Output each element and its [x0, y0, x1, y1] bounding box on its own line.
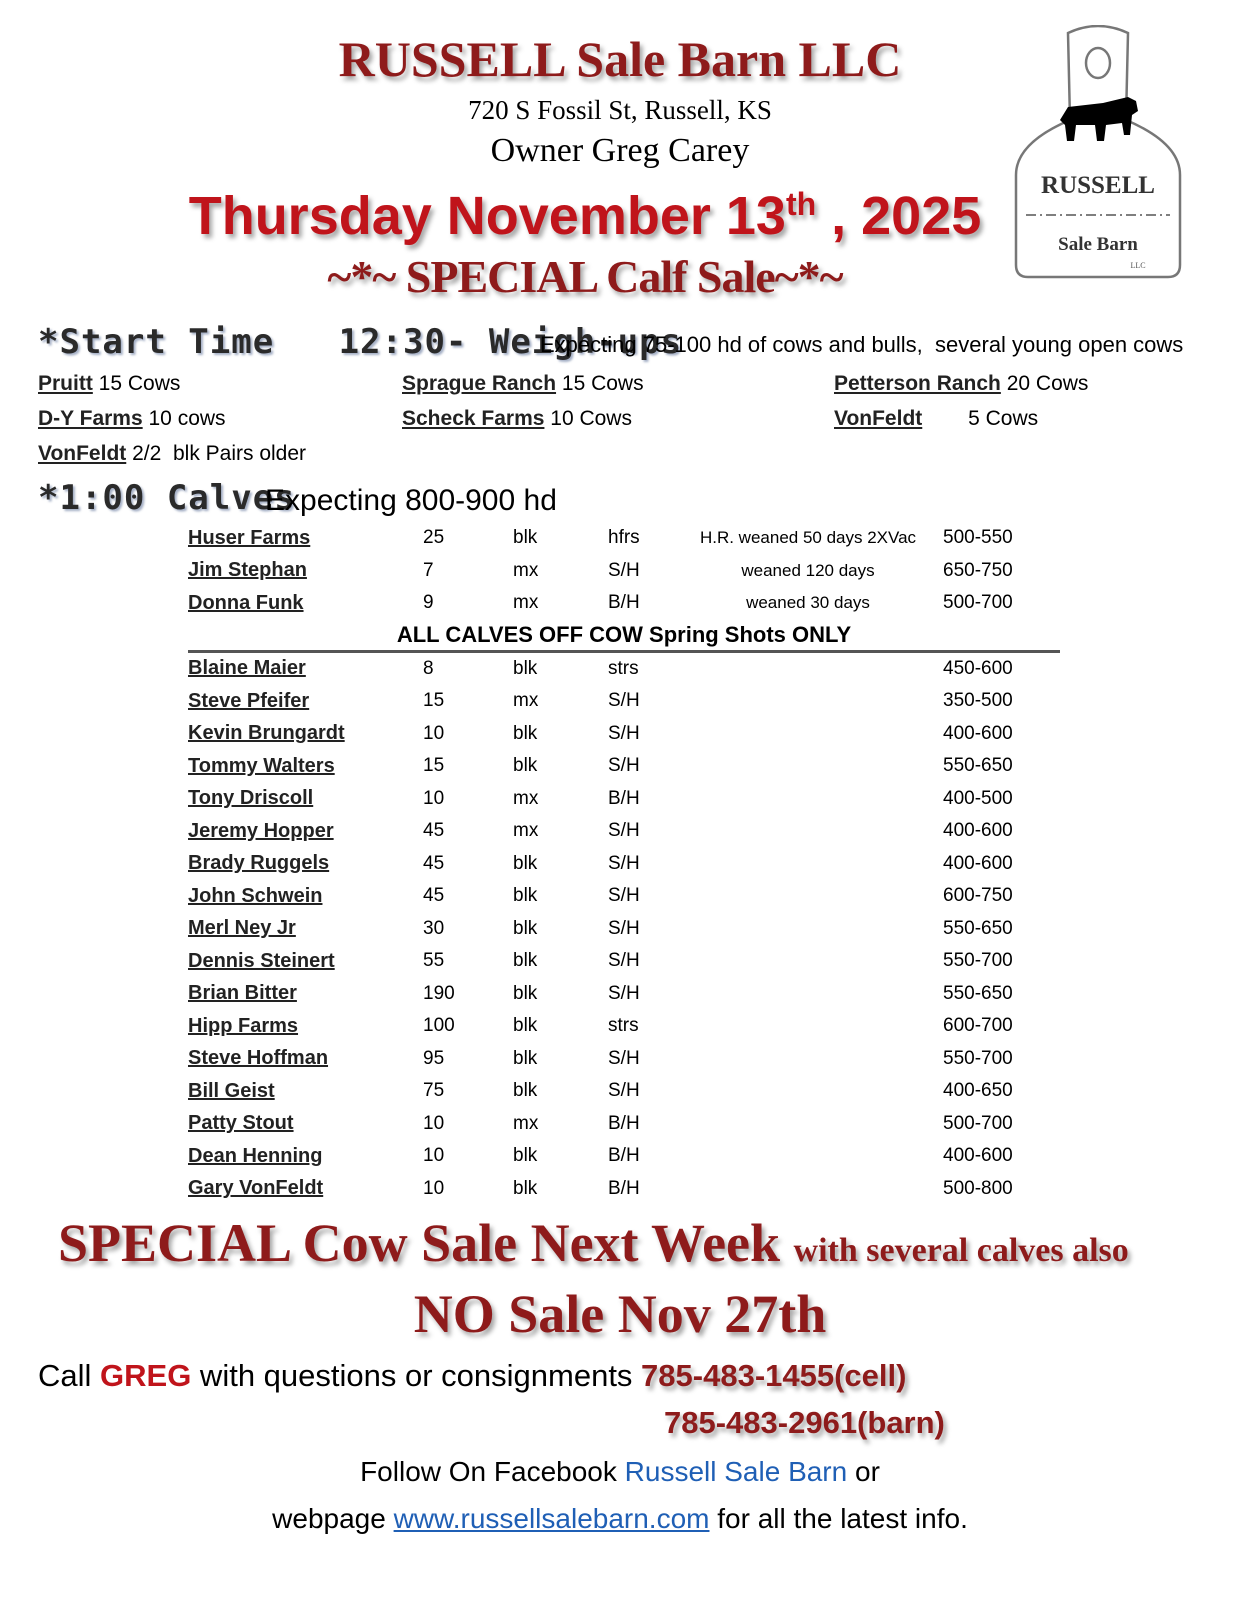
consignor-name: Tony Driscoll: [188, 787, 314, 810]
consignor-name: John Schwein: [188, 884, 323, 907]
cattle-color: blk: [513, 1047, 538, 1069]
table-row: [188, 1140, 1060, 1173]
weighup-item: [38, 407, 226, 431]
consignment-desc: 20 Cows: [1006, 372, 1089, 395]
table-row: [188, 1010, 1060, 1043]
sale-date: [0, 185, 1170, 247]
cattle-sex: strs: [608, 1015, 639, 1037]
logo-text-russell: RUSSELL: [1041, 172, 1155, 199]
special-sale-heading: ~*~ SPECIAL Calf Sale~*~: [327, 251, 843, 302]
facebook-prefix: Follow On Facebook: [360, 1456, 625, 1487]
table-row: [188, 555, 1060, 588]
table-row: [188, 848, 1060, 881]
head-count: 55: [423, 950, 445, 972]
head-count: 45: [423, 820, 445, 842]
head-count: 75: [423, 1080, 445, 1102]
weight-range: 600-700: [943, 1015, 1013, 1037]
table-row: [188, 1075, 1060, 1108]
weight-range: 550-650: [943, 755, 1013, 777]
consignor-name: Petterson Ranch: [834, 372, 1001, 395]
table-row: [188, 978, 1060, 1011]
cattle-color: blk: [513, 755, 538, 777]
weighup-item: [402, 372, 644, 396]
consignment-desc: 15 Cows: [98, 372, 181, 395]
cattle-note: [683, 1108, 933, 1141]
weight-range: 400-600: [943, 722, 1013, 744]
consignor-name: Patty Stout: [188, 1112, 294, 1135]
cattle-color: blk: [513, 1177, 538, 1199]
cattle-color: mx: [513, 559, 539, 581]
head-count: 30: [423, 917, 445, 939]
head-count: 190: [423, 982, 455, 1004]
logo: [1008, 25, 1188, 285]
sale-date-suffix: th: [785, 186, 817, 222]
weighup-item: [834, 372, 1088, 396]
table-row: [188, 1108, 1060, 1141]
cattle-note: [683, 880, 933, 913]
consignor-name: Pruitt: [38, 372, 93, 395]
consignor-name: Gary VonFeldt: [188, 1177, 324, 1200]
cattle-note: [683, 750, 933, 783]
weight-range: 500-700: [943, 1112, 1013, 1134]
cattle-color: mx: [513, 592, 539, 614]
table-row: [188, 685, 1060, 718]
calves-note: Expecting 800-900 hd: [265, 484, 557, 517]
table-row: [188, 783, 1060, 816]
cattle-sex: B/H: [608, 1177, 640, 1199]
cattle-sex: hfrs: [608, 527, 640, 549]
consignor-name: Dean Henning: [188, 1144, 323, 1167]
cattle-note: [683, 783, 933, 816]
weight-range: 550-700: [943, 1047, 1013, 1069]
table-row: [188, 587, 1060, 620]
consignment-desc: 2/2 blk Pairs older: [132, 442, 307, 465]
cattle-color: blk: [513, 722, 538, 744]
logo-text-llc: LLC: [1130, 261, 1146, 270]
cattle-note: [683, 1043, 933, 1076]
cattle-sex: S/H: [608, 982, 640, 1004]
consignor-name: Donna Funk: [188, 591, 304, 614]
weighup-item: [402, 407, 632, 431]
page-title: RUSSELL Sale Barn LLC: [338, 31, 902, 87]
consignment-desc: 5 Cows: [968, 407, 1039, 430]
head-count: 45: [423, 885, 445, 907]
calf-consignment-table: [188, 522, 1060, 1205]
cattle-sex: S/H: [608, 820, 640, 842]
head-count: 7: [423, 559, 434, 581]
cattle-note: [683, 848, 933, 881]
consignor-name: Huser Farms: [188, 526, 311, 549]
table-row: [188, 815, 1060, 848]
consignor-name: D-Y Farms: [38, 407, 143, 430]
cattle-note: [683, 1075, 933, 1108]
call-prefix: Call: [38, 1358, 101, 1393]
head-count: 95: [423, 1047, 445, 1069]
consignor-name: VonFeldt: [38, 442, 127, 465]
cattle-sex: S/H: [608, 950, 640, 972]
head-count: 9: [423, 592, 434, 614]
logo-text-salebarn: Sale Barn: [1058, 234, 1138, 255]
cow-sale-text: SPECIAL Cow Sale Next Week: [58, 1213, 781, 1273]
cattle-note: [683, 1140, 933, 1173]
sale-date-day: Thursday November 13: [188, 186, 786, 246]
cow-sale-announcement: [58, 1212, 1129, 1274]
weight-range: 500-800: [943, 1177, 1013, 1199]
cattle-sex: S/H: [608, 1047, 640, 1069]
table-row: [188, 718, 1060, 751]
calves-heading: *1:00 Calves: [38, 478, 296, 518]
cattle-sex: S/H: [608, 559, 640, 581]
weighup-item: [834, 407, 1038, 431]
table-row: [188, 750, 1060, 783]
weight-range: 500-700: [943, 592, 1013, 614]
consignor-name: Jim Stephan: [188, 559, 307, 582]
table-row: [188, 1173, 1060, 1206]
cattle-note: [683, 685, 933, 718]
cattle-color: mx: [513, 690, 539, 712]
consignor-name: Brady Ruggels: [188, 852, 330, 875]
table-row: [188, 651, 1060, 685]
head-count: 15: [423, 690, 445, 712]
weight-range: 350-500: [943, 690, 1013, 712]
weight-range: 400-500: [943, 787, 1013, 809]
weight-range: 400-650: [943, 1080, 1013, 1102]
weight-range: 550-650: [943, 917, 1013, 939]
cattle-note: H.R. weaned 50 days 2XVac: [699, 528, 917, 548]
weight-range: 500-550: [943, 527, 1013, 549]
facebook-line: [0, 1456, 1240, 1488]
cattle-color: blk: [513, 1145, 538, 1167]
consignor-name: Steve Pfeifer: [188, 689, 310, 712]
weight-range: 600-750: [943, 885, 1013, 907]
cattle-sex: S/H: [608, 885, 640, 907]
cattle-color: blk: [513, 852, 538, 874]
table-row: [188, 522, 1060, 555]
cattle-sex: S/H: [608, 755, 640, 777]
cattle-sex: S/H: [608, 722, 640, 744]
consignor-name: Scheck Farms: [402, 407, 545, 430]
consignor-name: Jeremy Hopper: [188, 819, 334, 842]
cattle-color: blk: [513, 885, 538, 907]
cattle-note: [683, 815, 933, 848]
head-count: 25: [423, 527, 445, 549]
cattle-color: blk: [513, 1015, 538, 1037]
weight-range: 650-750: [943, 559, 1013, 581]
cattle-color: blk: [513, 917, 538, 939]
cattle-sex: S/H: [608, 690, 640, 712]
consignor-name: Merl Ney Jr: [188, 917, 296, 940]
weight-range: 550-650: [943, 982, 1013, 1004]
call-text: with questions or consignments: [191, 1358, 642, 1393]
cattle-sex: B/H: [608, 1145, 640, 1167]
cattle-sex: S/H: [608, 917, 640, 939]
head-count: 100: [423, 1015, 455, 1037]
consignment-desc: 10 cows: [148, 407, 226, 430]
weight-range: 400-600: [943, 820, 1013, 842]
consignment-desc: 10 Cows: [550, 407, 632, 430]
off-cow-banner: ALL CALVES OFF COW Spring Shots ONLY: [188, 620, 1060, 652]
head-count: 10: [423, 1145, 445, 1167]
consignor-name: Brian Bitter: [188, 982, 297, 1005]
consignor-name: Hipp Farms: [188, 1014, 299, 1037]
table-row: [188, 880, 1060, 913]
consignor-name: Sprague Ranch: [402, 372, 557, 395]
phone-cell[interactable]: 785-483-1455(cell): [641, 1358, 907, 1393]
cattle-color: blk: [513, 950, 538, 972]
website-link[interactable]: www.russellsalebarn.com: [393, 1503, 710, 1534]
head-count: 10: [423, 787, 445, 809]
cow-sale-subtext: with several calves also: [793, 1232, 1129, 1269]
call-name: GREG: [100, 1358, 192, 1393]
head-count: 10: [423, 722, 445, 744]
weight-range: 400-600: [943, 1145, 1013, 1167]
weighup-item: [38, 442, 306, 466]
consignor-name: Blaine Maier: [188, 657, 306, 680]
cattle-color: mx: [513, 787, 539, 809]
sale-date-year: , 2025: [816, 186, 982, 246]
cattle-note: [683, 945, 933, 978]
cattle-sex: strs: [608, 657, 639, 679]
cattle-sex: B/H: [608, 787, 640, 809]
facebook-link[interactable]: Russell Sale Barn: [624, 1456, 848, 1487]
cattle-sex: B/H: [608, 592, 640, 614]
website-line: [0, 1503, 1240, 1535]
table-banner-row: [188, 620, 1060, 652]
head-count: 15: [423, 755, 445, 777]
weight-range: 450-600: [943, 657, 1013, 679]
cattle-note: [683, 718, 933, 751]
table-row: [188, 945, 1060, 978]
cattle-color: mx: [513, 820, 539, 842]
cattle-note: weaned 120 days: [741, 560, 875, 580]
cattle-note: [683, 651, 933, 685]
ear-tag-logo-icon: [1008, 25, 1188, 285]
cattle-sex: S/H: [608, 1080, 640, 1102]
consignment-desc: 15 Cows: [561, 372, 644, 395]
cattle-color: blk: [513, 982, 538, 1004]
consignor-name: Steve Hoffman: [188, 1047, 329, 1070]
weighups-heading: *Start Time 12:30- Weigh-ups: [38, 322, 683, 362]
cattle-color: blk: [513, 1080, 538, 1102]
weighup-item: [38, 372, 180, 396]
cattle-note: [683, 1010, 933, 1043]
weight-range: 400-600: [943, 852, 1013, 874]
cattle-color: blk: [513, 527, 538, 549]
cattle-note: [683, 1173, 933, 1206]
address: 720 S Fossil St, Russell, KS: [468, 95, 772, 125]
head-count: 10: [423, 1112, 445, 1134]
facebook-suffix: or: [847, 1456, 880, 1487]
owner: Owner Greg Carey: [490, 132, 750, 169]
weighups-note: Expecting 75-100 hd of cows and bulls, several young open cows: [540, 332, 1184, 357]
cattle-color: blk: [513, 657, 538, 679]
cattle-sex: B/H: [608, 1112, 640, 1134]
no-sale-notice: NO Sale Nov 27th: [413, 1284, 827, 1344]
consignor-name: Kevin Brungardt: [188, 722, 345, 745]
consignor-name: Bill Geist: [188, 1079, 275, 1102]
call-line: [38, 1358, 906, 1394]
website-prefix: webpage: [272, 1503, 394, 1534]
cattle-sex: S/H: [608, 852, 640, 874]
table-row: [188, 913, 1060, 946]
phone-barn[interactable]: 785-483-2961(barn): [664, 1405, 945, 1440]
head-count: 8: [423, 657, 434, 679]
consignor-name: VonFeldt: [834, 407, 923, 430]
cattle-note: [683, 913, 933, 946]
weight-range: 550-700: [943, 950, 1013, 972]
cattle-color: mx: [513, 1112, 539, 1134]
consignor-name: Tommy Walters: [188, 754, 335, 777]
head-count: 10: [423, 1177, 445, 1199]
head-count: 45: [423, 852, 445, 874]
consignor-name: Dennis Steinert: [188, 949, 335, 972]
cattle-note: weaned 30 days: [746, 593, 870, 613]
table-row: [188, 1043, 1060, 1076]
cattle-note: [683, 978, 933, 1011]
website-suffix: for all the latest info.: [709, 1503, 968, 1534]
